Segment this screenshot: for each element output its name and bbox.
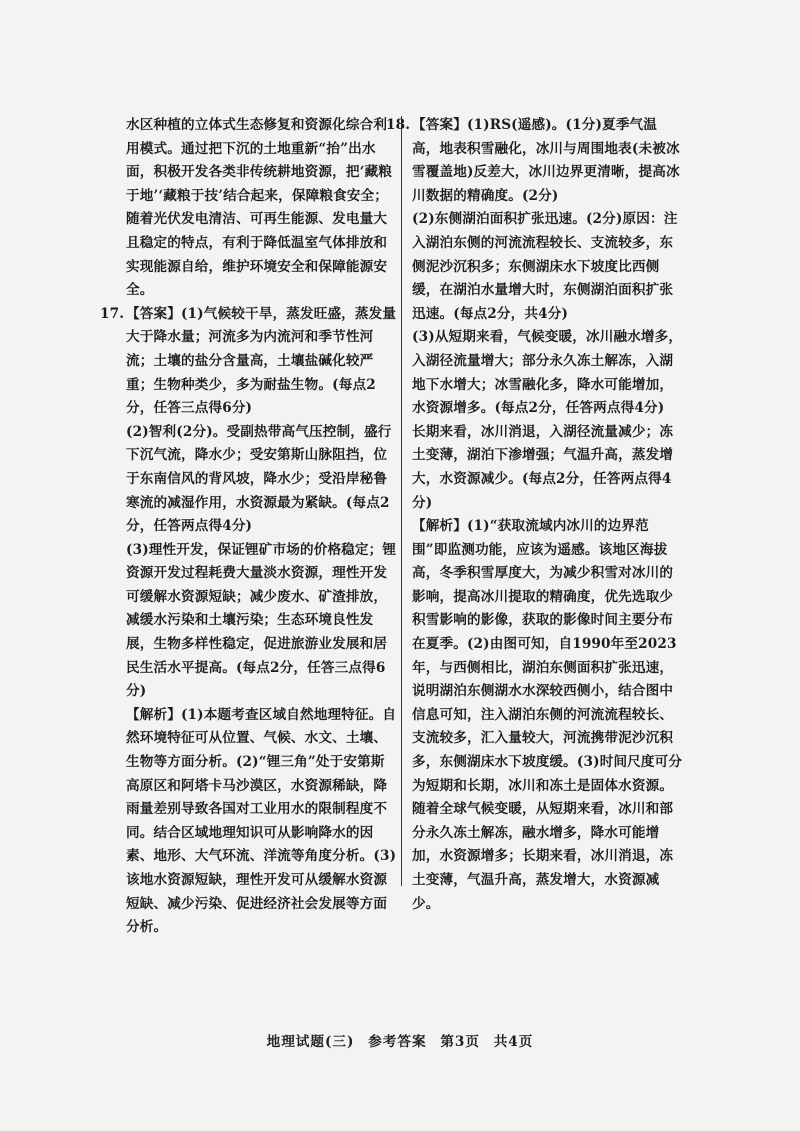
answer-paragraph: (3)从短期来看，气候变暖，冰川融水增多，入湖径流量增大；部分永久冻土解冻，入湖地下水增大；冰雪融化多，降水可能增加，水资源增多。(每点2分，任答两点得4分): [412, 329, 683, 417]
column-divider: [401, 116, 402, 886]
question-17: [100, 303, 398, 940]
answer-paragraph: 【答案】(1)RS(遥感)。(1分)夏季气温高，地表积雪融化，冰川与周围地表(未被冰雪覆盖地)反差大，冰川边界更清晰，提高冰川数据的精确度。(2分): [412, 117, 680, 204]
question-18: [386, 114, 684, 916]
question-number: 18.: [386, 117, 411, 133]
analysis-paragraph: 【解析】(1)“获取流域内冰川的边界范围”即监测功能，应该为遥感。该地区海拔高，冬季积雪厚度大，为减少积雪对冰川的影响，提高冰川提取的精确度，优先选取少积雪影响的影像，获取的影像时间主要分布在夏季。(2)由图可知，自1990年至2023年，与西侧相比，湖泊东侧面积扩张迅速，说明湖泊东侧湖水水深较西侧小，结合图中信息可知，注入湖泊东侧的河流流程较长、支流较多，汇入量较大，河流携带泥沙沉积多，东侧湖床水下坡度缓。(3)时间尺度可分为短期和长期，冰川和冻土是固体水资源。随着全球气候变暖，从短期来看，冰川和部分永久冻土解冻，融水增多，降水可能增加，水资源增多；长期来看，冰川消退，冻土变薄，气温升高，蒸发增大，水资源减少。: [412, 518, 683, 912]
answer-paragraph: 长期来看，冰川消退，入湖径流量减少；冻土变薄，湖泊下渗增强；气温升高，蒸发增大，水资源减少。(每点2分，任答两点得4分): [412, 423, 674, 511]
answer-paragraph: (2)东侧湖泊面积扩张迅速。(2分)原因：注入湖泊东侧的河流流程较长、支流较多，东侧泥沙沉积多；东侧湖床水下坡度比西侧缓，在湖泊水量增大时，东侧湖泊面积扩张迅速。(每点2分，共4分): [412, 211, 678, 322]
footer-total-pages: 共4页: [493, 1034, 534, 1050]
footer-doc-type: 参考答案: [368, 1034, 427, 1050]
left-column: [100, 114, 398, 940]
right-column: [386, 114, 684, 916]
page-footer: [0, 1030, 800, 1050]
footer-page-number: 第3页: [440, 1034, 480, 1050]
footer-subject: 地理试题(三): [266, 1034, 355, 1050]
analysis-paragraph: 【解析】(1)本题考查区域自然地理特征。自然环境特征可从位置、气候、水文、土壤、生物等方面分析。(2)“锂三角”处于安第斯高原区和阿塔卡马沙漠区，水资源稀缺，降雨量差别导致各国对工业用水的限制程度不同。结合区域地理知识可从影响降水的因素、地形、大气环流、洋流等角度分析。(3)该地水资源短缺，理性开发可从缓解水资源短缺、减少污染、促进经济社会发展等方面分析。: [126, 706, 397, 936]
answer-paragraph: (2)智利(2分)。受副热带高气压控制，盛行下沉气流，降水少；受安第斯山脉阻挡，位于东南信风的背风坡，降水少；受沿岸秘鲁寒流的减湿作用，水资源最为紧缺。(每点2分，任答两点得4分): [126, 423, 392, 535]
continuation-paragraph: 水区种植的立体式生态修复和资源化综合利用模式。通过把下沉的土地重新“抬”出水面，积极开发各类非传统耕地资源，把‘藏粮于地’‘藏粮于技’结合起来，保障粮食安全；随着光伏发电清洁、可再生能源、发电量大且稳定的特点，有利于降低温室气体排放和实现能源自给，维护环境安全和保障能源安全。: [126, 117, 393, 299]
answer-paragraph: (3)理性开发，保证锂矿市场的价格稳定；锂资源开发过程耗费大量淡水资源，理性开发可缓解水资源短缺；减少废水、矿渣排放，减缓水污染和土壤污染；生态环境良性发展，生物多样性稳定，促进旅游业发展和居民生活水平提高。(每点2分，任答三点得6分): [126, 541, 397, 700]
answer-paragraph: 【答案】(1)气候较干旱，蒸发旺盛，蒸发量大于降水量；河流多为内流河和季节性河流；土壤的盐分含量高，土壤盐碱化较严重；生物种类少，多为耐盐生物。(每点2分，任答三点得6分): [126, 305, 397, 417]
question-number: 17.: [100, 305, 125, 322]
